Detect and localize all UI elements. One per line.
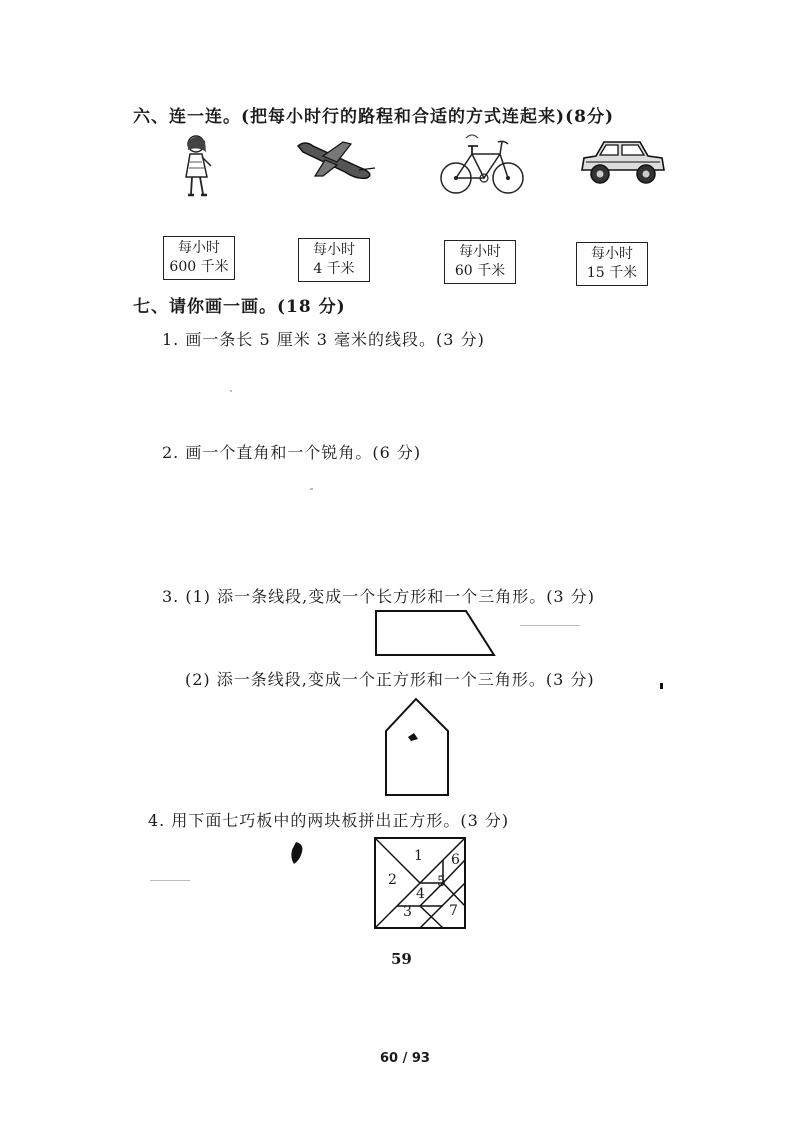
tangram-label-5: 5 [437,874,446,890]
rate-label: 每小时 [313,242,355,258]
rate-value: 15 千米 [586,265,638,281]
scan-speck [230,390,232,392]
scan-speck [660,683,663,689]
page-number: 59 [391,950,412,968]
tangram-label-3: 3 [403,904,412,920]
question-1: 1. 画一条长 5 厘米 3 毫米的线段。(3 分) [162,330,485,349]
section-7-title: 七、请你画一画。(18 分) [133,297,346,317]
question-4: 4. 用下面七巧板中的两块板拼出正方形。(3 分) [148,811,510,830]
pentagon-figure [378,695,458,801]
rate-value: 4 千米 [313,261,355,277]
ink-blot [288,840,308,866]
rate-label: 每小时 [178,240,220,256]
trapezoid-figure [370,605,500,660]
car-icon [578,138,668,188]
tangram-label-1: 1 [414,848,423,864]
bicycle-icon [438,132,528,197]
rate-label: 每小时 [459,244,501,260]
rate-box-15 [576,242,648,286]
tangram-label-7: 7 [449,903,458,919]
tangram-label-6: 6 [451,852,460,868]
tangram-label-4: 4 [416,886,425,902]
scan-speck [310,488,313,490]
section-6-title: 六、连一连。(把每小时行的路程和合适的方式连起来)(8分) [133,107,615,127]
question-3-2: (2) 添一条线段,变成一个正方形和一个三角形。(3 分) [185,670,595,689]
rate-label: 每小时 [591,246,633,262]
scan-speck [150,880,190,881]
rate-value: 600 千米 [169,259,229,275]
rate-box-600 [163,236,235,280]
girl-walking-icon [178,132,218,202]
question-3-1: 3. (1) 添一条线段,变成一个长方形和一个三角形。(3 分) [162,587,595,606]
rate-value: 60 千米 [454,263,506,279]
scan-speck [520,625,580,626]
airplane-icon [295,138,380,183]
rate-box-60 [444,240,516,284]
tangram-label-2: 2 [388,872,397,888]
question-2: 2. 画一个直角和一个锐角。(6 分) [162,443,422,462]
rate-box-4 [298,238,370,282]
page-footer: 60 / 93 [380,1051,430,1066]
